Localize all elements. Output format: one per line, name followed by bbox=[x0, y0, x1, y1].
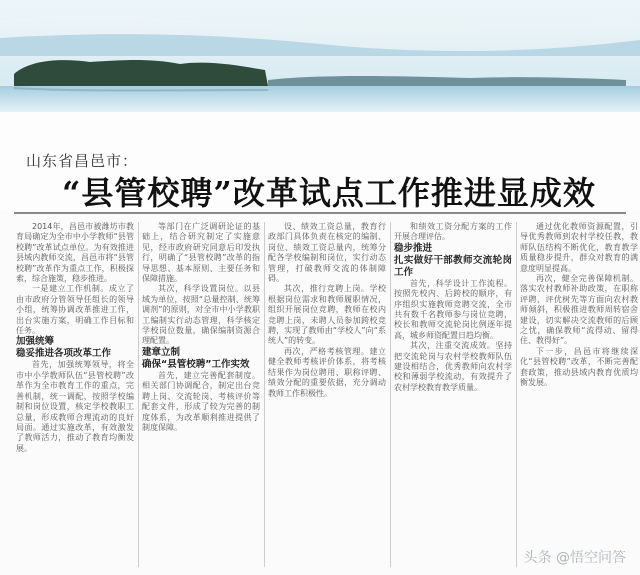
paragraph: 首先，科学设计工作流程。按照先校内、后跨校的顺序，有序组织实施教师竞聘交流，全市共有数千名教师参与岗位竞聘，校长和教师交流轮岗比例逐年提高，城乡师资配置日趋均衡。 bbox=[394, 278, 512, 340]
paragraph: 等部门在广泛调研论证的基础上，结合研究制定了实施意见，经市政府研究同意后印发执行，明确了“县管校聘”改革的指导思想、基本原则、主要任务和保障措施。 bbox=[142, 222, 260, 284]
text-column-2 bbox=[142, 222, 260, 567]
section-heading: 建章立制 bbox=[142, 346, 181, 358]
paragraph: 其次，注重交流成效。坚持把交流轮岗与农村学校教师队伍建设相结合，优秀教师向农村学校和薄弱学校流动，有效提升了农村学校教育教学质量。 bbox=[394, 341, 512, 392]
section-heading: 确保“县管校聘”工作实效 bbox=[142, 358, 250, 370]
text-column-3 bbox=[268, 222, 386, 567]
section-heading: 加强统筹 bbox=[16, 336, 55, 348]
title-divider bbox=[14, 212, 626, 214]
paragraph: 再次，严格考核管理。建立健全教师考核评价体系，将考核结果作为岗位聘用、职称评聘、绩效分配的重要依据，充分调动教师工作积极性。 bbox=[268, 346, 386, 398]
paragraph: 首先，建立完善配套制度。相关部门协调配合，制定出台竞聘上岗、交流轮岗、考核评价等配套文件，形成了较为完善的制度体系，为改革顺利推进提供了制度保障。 bbox=[142, 370, 260, 432]
paragraph: 一是建立工作机制。成立了由市政府分管领导任组长的领导小组，统筹协调改革推进工作，出台实施方案，明确工作目标和任务。 bbox=[16, 284, 134, 336]
paragraph: 其次，推行竞聘上岗。学校根据岗位需求和教师履职情况，组织开展岗位竞聘，教师在校内竞聘上岗，未聘人员参加跨校竞聘，实现了教师由“学校人”向“系统人”的转变。 bbox=[268, 284, 386, 346]
paragraph: 其次，科学设置岗位。以县域为单位，按照“总量控制、统筹调剂”的原则，对全市中小学教职工编制实行动态管理，科学核定学校岗位数量，确保编制资源合理配置。 bbox=[142, 284, 260, 346]
paragraph: 通过优化教师资源配置，引导优秀教师到农村学校任教，教师队伍结构不断优化，教育教学质量稳步提升，群众对教育的满意度明显提高。 bbox=[520, 222, 638, 273]
column-divider bbox=[516, 222, 517, 567]
paragraph: 和绩效工资分配方案的工作开展合理评估。 bbox=[394, 222, 512, 242]
section-heading: 稳步推进 bbox=[394, 242, 433, 254]
paragraph: 再次，健全完善保障机制。落实农村教师补助政策，在职称评聘、评优树先等方面向农村教师倾斜，积极推进教师周转宿舍建设，切实解决交流教师的后顾之忧，确保教师“流得动、留得住、教得好”。 bbox=[520, 274, 638, 346]
column-divider bbox=[264, 222, 265, 567]
section-heading: 稳妥推进各项改革工作 bbox=[16, 348, 112, 360]
paragraph: 2014年，昌邑市被潍坊市教育局确定为全市中小学教师“县管校聘”改革试点单位。为有效推进县域内教师交流，昌邑市将“县管校聘”改革作为重点工作，积极探索，综合施策，稳步推进。 bbox=[16, 222, 134, 284]
paragraph: 下一步，昌邑市将继续深化“县管校聘”改革，不断完善配套政策，推动县域内教育优质均衡发展。 bbox=[520, 346, 638, 388]
section-heading: 扎实做好干部教师交流轮岗工作 bbox=[394, 254, 512, 278]
column-divider bbox=[390, 222, 391, 567]
article-title: “县管校聘”改革试点工作推进显成效 bbox=[62, 174, 596, 212]
lake-illustration bbox=[0, 0, 640, 112]
text-column-1 bbox=[16, 222, 134, 567]
location-subheading: 山东省昌邑市： bbox=[26, 152, 139, 170]
watermark-text: 头条 @悟空问答 bbox=[523, 550, 626, 566]
text-column-5 bbox=[520, 222, 638, 567]
lake-landscape-banner bbox=[0, 0, 640, 112]
text-column-4 bbox=[394, 222, 512, 567]
article-body bbox=[16, 222, 638, 567]
paragraph: 首先，加强统筹领导，将全市中小学教师队伍“县管校聘”改革作为全市教育工作的重点，完善机制，统一调配，按照学校编制和岗位设置，核定学校教职工总量，形成教师合理流动的良好局面。通过实施改革，有效激发了教师活力，推动了教育均衡发展。 bbox=[16, 360, 134, 453]
column-divider bbox=[138, 222, 139, 567]
paragraph: 设、绩效工资总量，教育行政部门具体负责在核定的编制、岗位、绩效工资总量内，统筹分配各学校编制和岗位，实行动态管理，打破教师交流的体制障碍。 bbox=[268, 222, 386, 284]
